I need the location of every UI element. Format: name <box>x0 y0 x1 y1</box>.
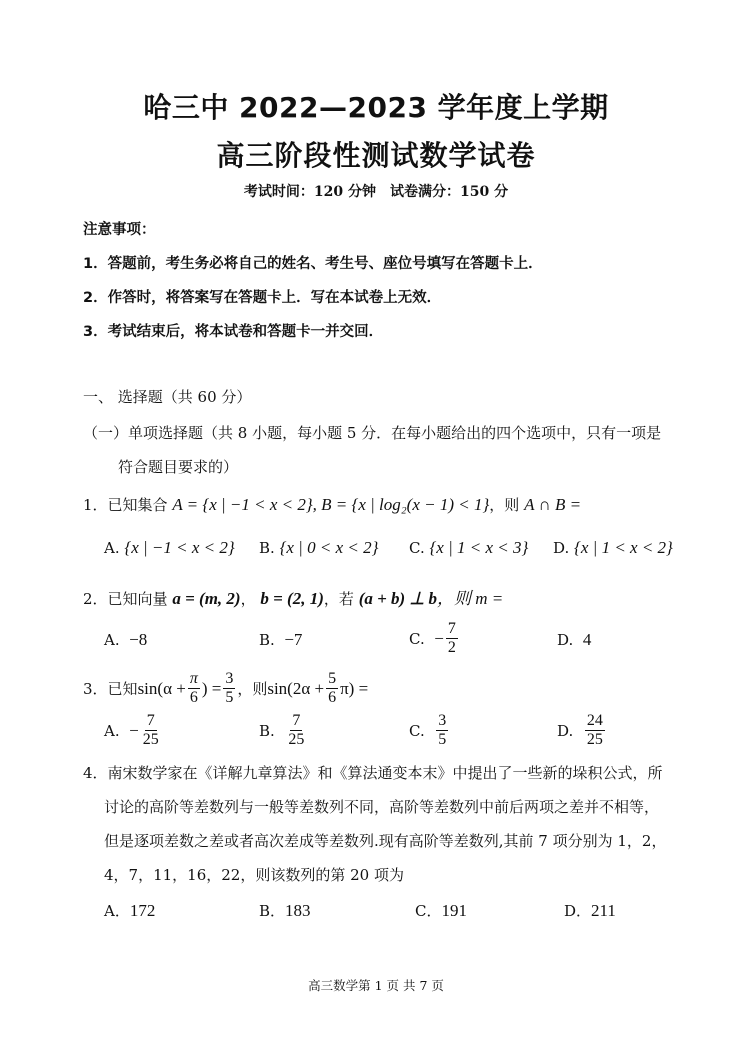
question-text: 南宋数学家在《详解九章算法》和《算法通变本末》中提出了一些新的垛积公式，所 <box>107 764 663 782</box>
math-vector-b: b = (2, 1) <box>260 589 324 608</box>
question-4-line3: 但是逐项差数之差或者高次差成等差数列.现有高阶等差数列,其前 7 项分别为 1，2， <box>104 832 667 850</box>
note-item-3: 3．考试结束后，将本试卷和答题卡一并交回． <box>83 324 384 340</box>
notes-heading: 注意事项： <box>83 222 156 238</box>
fraction: $\frac{24}{25}$ <box>586 712 603 748</box>
question-text: ，则 <box>237 680 268 698</box>
math-set-a: A = {x | −1 < x < 2} <box>172 495 313 514</box>
section-heading: 一、 选择题（共 60 分） <box>83 388 252 406</box>
question-4-line4: 4，7，11，16，22，则该数列的第 20 项为 <box>104 866 404 884</box>
math-sin2: sin(2α + <box>267 678 325 698</box>
exam-title-line1: 哈三中 2022—2023 学年度上学期 <box>143 91 609 124</box>
fraction: $\frac{7}{25}$ <box>288 712 305 748</box>
q4-option-b: B．183 <box>259 901 311 920</box>
q4-option-c: C．191 <box>415 901 467 920</box>
question-3 <box>83 670 368 707</box>
fraction: $\frac{5}{6}$ <box>328 670 337 706</box>
question-2 <box>83 584 503 609</box>
question-text: 已知 <box>107 680 138 698</box>
question-number: 4． <box>83 764 108 782</box>
fraction: $\frac{3}{5}$ <box>225 670 234 706</box>
fraction: $\frac{\pi}{6}$ <box>189 670 198 706</box>
math-ask: A ∩ B = <box>524 495 582 514</box>
math-equals: ) = <box>201 678 222 698</box>
question-text: 已知向量 <box>107 590 168 608</box>
q1-option-a: A. {x | −1 < x < 2} <box>104 538 235 557</box>
q2-option-d: D. 4 <box>557 630 592 649</box>
q1-option-d: D. {x | 1 < x < 2} <box>553 538 673 557</box>
exam-info: 考试时间：120 分钟 试卷满分：150 分 <box>243 184 509 200</box>
page-footer: 高三数学第 1 页 共 7 页 <box>308 978 444 993</box>
q4-option-a: A．172 <box>104 901 156 920</box>
q3-option-c: C. $\frac{3}{5}$ <box>409 712 447 748</box>
question-4-line1 <box>83 762 663 783</box>
math-vector-a: a = (m, 2) <box>172 589 241 608</box>
subsection-heading-line1: （一）单项选择题（共 8 小题，每小题 5 分．在每小题给出的四个选项中，只有一项是 <box>83 424 662 442</box>
question-text: ，若 <box>323 590 354 608</box>
note-item-1: 1．答题前，考生务必将自己的姓名、考生号、座位号填写在答题卡上． <box>83 256 543 272</box>
q3-option-d: D. $\frac{24}{25}$ <box>557 712 603 748</box>
question-number: 2． <box>83 590 108 608</box>
question-text: ， <box>240 590 256 608</box>
question-text: ，则 <box>489 496 520 514</box>
q2-option-a: A. −8 <box>104 630 148 649</box>
math-condition: (a + b) ⊥ b <box>358 589 438 608</box>
question-number: 3． <box>83 680 108 698</box>
question-text: 已知集合 <box>107 496 168 514</box>
question-1 <box>83 494 581 515</box>
math-close: π) = <box>340 678 369 698</box>
fraction: $\frac{7}{25}$ <box>142 712 159 748</box>
question-4-line2: 讨论的高阶等差数列与一般等差数列不同，高阶等差数列中前后两项之差并不相等， <box>104 798 660 816</box>
q1-option-c: C. {x | 1 < x < 3} <box>409 538 529 557</box>
q3-option-b: B. $\frac{7}{25}$ <box>259 712 305 748</box>
q2-option-b: B. −7 <box>259 630 303 649</box>
question-number: 1． <box>83 496 108 514</box>
q4-option-d: D．211 <box>564 901 616 920</box>
math-ask: ，则 m = <box>437 589 504 608</box>
note-item-2: 2．作答时，将答案写在答题卡上．写在本试卷上无效． <box>83 290 442 306</box>
q2-option-c: C. − $\frac{7}{2}$ <box>409 620 456 656</box>
math-set-b: , B = {x | log₂(x − 1) < 1} <box>312 495 490 514</box>
q1-option-b: B. {x | 0 < x < 2} <box>259 538 379 557</box>
fraction: $\frac{7}{2}$ <box>447 620 456 656</box>
q3-option-a: A. − $\frac{7}{25}$ <box>104 712 159 748</box>
subsection-heading-line2: 符合题目要求的） <box>118 458 239 476</box>
exam-title-line2: 高三阶段性测试数学试卷 <box>216 139 536 172</box>
fraction: $\frac{3}{5}$ <box>438 712 447 748</box>
math-sin: sin(α + <box>137 678 186 698</box>
